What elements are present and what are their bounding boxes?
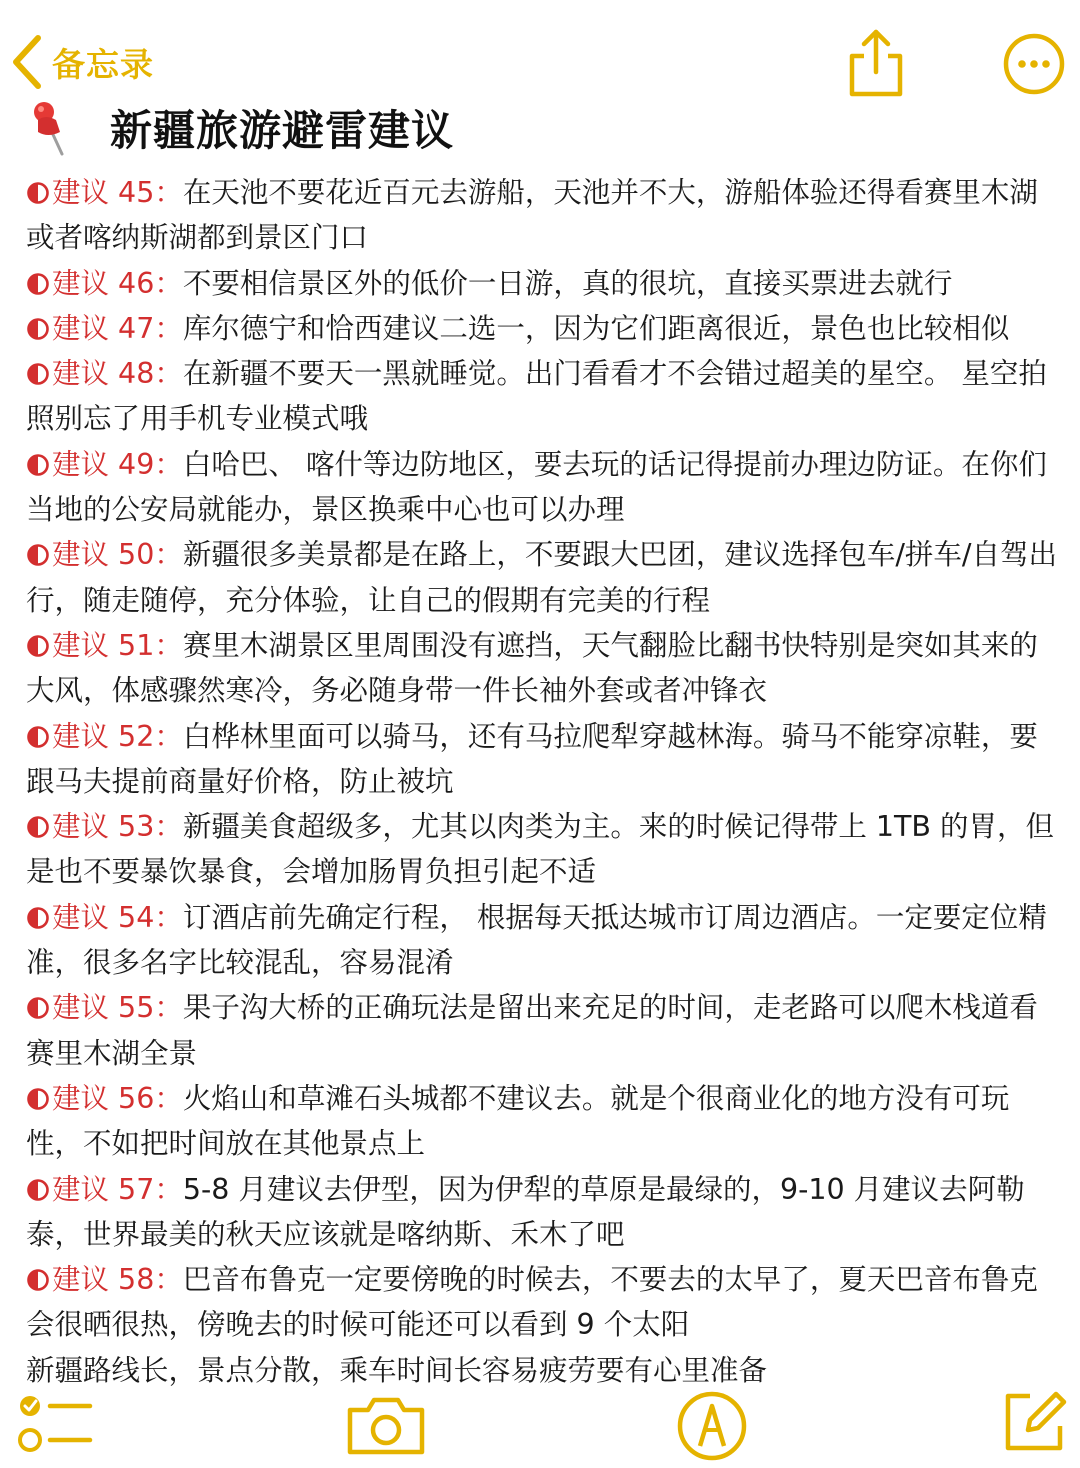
half-circle-bullet-icon <box>26 1268 50 1292</box>
tip-item <box>26 261 1058 306</box>
tip-item <box>26 985 1058 1076</box>
half-circle-bullet-icon <box>26 725 50 749</box>
pen-tip-icon <box>674 1388 750 1464</box>
back-label: 备忘录 <box>52 44 154 84</box>
tip-number: 建议 58： <box>52 1263 183 1297</box>
note-title: 新疆旅游避雷建议 <box>110 106 455 155</box>
half-circle-bullet-icon <box>26 362 50 386</box>
tip-number: 建议 53： <box>52 810 183 844</box>
tip-item <box>26 351 1058 442</box>
tip-item <box>26 532 1058 623</box>
tip-number: 建议 47： <box>52 311 183 345</box>
tip-text: 新疆很多美景都是在路上，不要跟大巴团，建议选择包车/拼车/自驾出行，随走随停，充分体验，让自己的假期有完美的行程 <box>26 538 1058 617</box>
half-circle-bullet-icon <box>26 272 50 296</box>
tip-text: 果子沟大桥的正确玩法是留出来充足的时间，走老路可以爬木栈道看赛里木湖全景 <box>26 991 1038 1070</box>
tip-text: 订酒店前先确定行程， 根据每天抵达城市订周边酒店。一定要定位精准，很多名字比较混乱，容易混淆 <box>26 900 1047 980</box>
tip-number: 建议 54： <box>52 900 183 934</box>
compose-button[interactable] <box>1000 1386 1070 1460</box>
half-circle-bullet-icon <box>26 1087 50 1111</box>
tip-number: 建议 51： <box>52 628 183 662</box>
note-body[interactable] <box>26 170 1058 1393</box>
camera-button[interactable] <box>344 1392 428 1462</box>
navigation-bar <box>0 0 1080 105</box>
tip-item <box>26 895 1058 986</box>
tip-number: 建议 49： <box>52 447 183 481</box>
bottom-toolbar <box>0 1384 1080 1466</box>
tip-text: 库尔德宁和恰西建议二选一，因为它们距离很近，景色也比较相似 <box>182 311 1010 345</box>
tip-item <box>26 714 1058 805</box>
camera-icon <box>344 1392 428 1458</box>
tip-item <box>26 623 1058 714</box>
half-circle-bullet-icon <box>26 181 50 205</box>
tip-text: 新疆美食超级多，尤其以肉类为主。来的时候记得带上 1TB 的胃，但是也不要暴饮暴食，会增加肠胃负担引起不适 <box>26 810 1055 889</box>
note-title-row <box>26 96 454 160</box>
half-circle-bullet-icon <box>26 634 50 658</box>
tip-text: 巴音布鲁克一定要傍晚的时候去，不要去的太早了，夏天巴音布鲁克会很晒很热，傍晚去的时候可能还可以看到 9 个太阳 <box>26 1263 1038 1342</box>
tip-item <box>26 1076 1058 1167</box>
tip-number: 建议 52： <box>52 719 183 753</box>
compose-icon <box>1000 1386 1070 1456</box>
half-circle-bullet-icon <box>26 996 50 1020</box>
tip-text: 5-8 月建议去伊型，因为伊犁的草原是最绿的，9-10 月建议去阿勒泰，世界最美的秋天应该就是喀纳斯、禾木了吧 <box>26 1172 1025 1251</box>
more-button[interactable] <box>1002 32 1066 100</box>
tip-item <box>26 306 1058 351</box>
checklist-button[interactable] <box>16 1390 96 1460</box>
half-circle-bullet-icon <box>26 815 50 839</box>
checklist-icon <box>16 1390 96 1456</box>
back-button[interactable] <box>10 30 154 94</box>
tip-item <box>26 1167 1058 1258</box>
pushpin-icon <box>26 98 86 158</box>
markup-button[interactable] <box>674 1388 750 1468</box>
tip-number: 建议 50： <box>52 538 183 572</box>
tip-item <box>26 1257 1058 1348</box>
ellipsis-circle-icon <box>1002 32 1066 96</box>
share-button[interactable] <box>844 26 908 104</box>
tip-number: 建议 48： <box>52 357 183 391</box>
half-circle-bullet-icon <box>26 453 50 477</box>
tip-number: 建议 55： <box>52 991 183 1025</box>
tip-number: 建议 46： <box>52 266 183 300</box>
tip-item <box>26 804 1058 895</box>
tip-text: 赛里木湖景区里周围没有遮挡，天气翻脸比翻书快特别是突如其来的大风，体感骤然寒冷，务必随身带一件长袖外套或者冲锋衣 <box>26 628 1038 708</box>
tip-item <box>26 442 1058 533</box>
half-circle-bullet-icon <box>26 543 50 567</box>
tip-number: 建议 56： <box>52 1081 183 1115</box>
tip-text: 白桦林里面可以骑马，还有马拉爬犁穿越林海。骑马不能穿凉鞋，要跟马夫提前商量好价格，防止被坑 <box>26 719 1038 798</box>
share-icon <box>844 26 908 100</box>
half-circle-bullet-icon <box>26 906 50 930</box>
tip-item <box>26 170 1058 261</box>
tip-text: 在新疆不要天一黑就睡觉。出门看看才不会错过超美的星空。 星空拍照别忘了用手机专业模式哦 <box>26 357 1047 436</box>
tip-text: 在天池不要花近百元去游船，天池并不大，游船体验还得看赛里木湖或者喀纳斯湖都到景区门口 <box>26 176 1038 255</box>
chevron-left-icon <box>10 32 44 92</box>
half-circle-bullet-icon <box>26 317 50 341</box>
tip-number: 建议 45： <box>52 176 183 209</box>
tips-list <box>26 170 1058 1348</box>
tip-text: 不要相信景区外的低价一日游，真的很坑，直接买票进去就行 <box>182 266 953 300</box>
tip-text: 白哈巴、 喀什等边防地区，要去玩的话记得提前办理边防证。在你们当地的公安局就能办，景区换乘中心也可以办理 <box>26 447 1047 527</box>
tip-number: 建议 57： <box>52 1172 183 1206</box>
half-circle-bullet-icon <box>26 1178 50 1202</box>
tip-text: 火焰山和草滩石头城都不建议去。就是个很商业化的地方没有可玩性，不如把时间放在其他景点上 <box>26 1081 1010 1161</box>
closing-text: 新疆路线长，景点分散，乘车时间长容易疲劳要有心里准备 <box>26 1353 768 1387</box>
